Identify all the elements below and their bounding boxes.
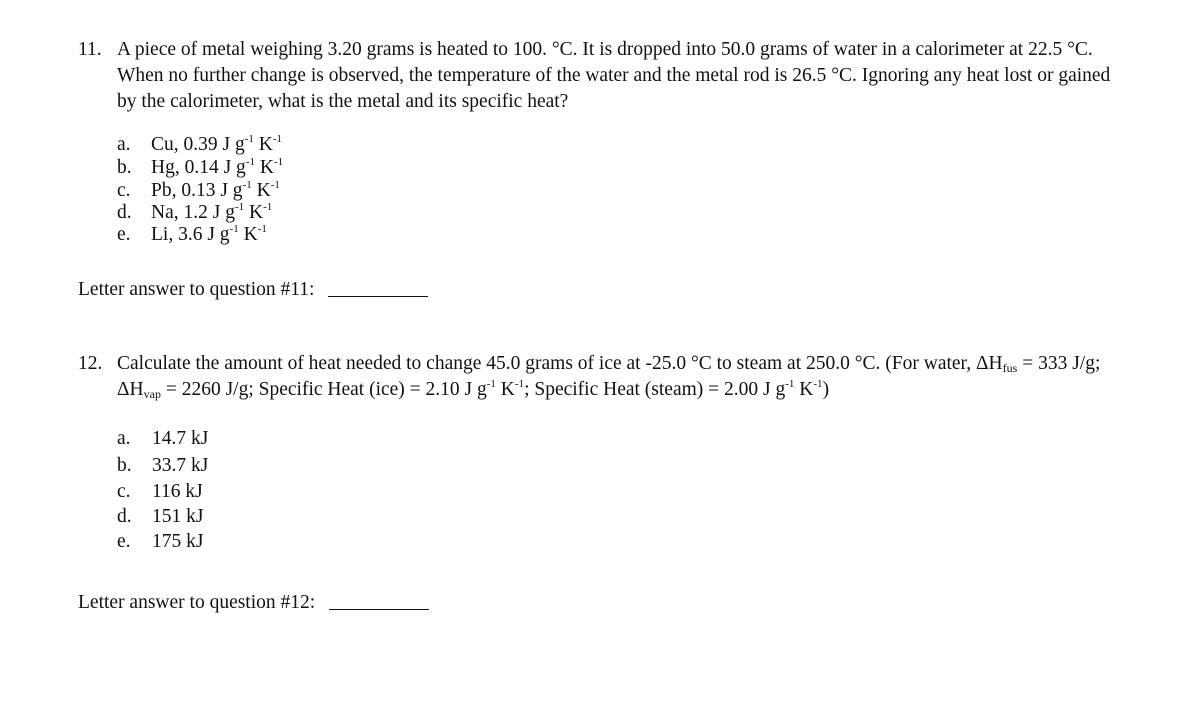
answer-option bbox=[117, 530, 203, 553]
option-text: 116 kJ bbox=[152, 481, 203, 502]
question-text-line: $\Delta H_{vap} = 2260$ J/g; Specific Heat (ice) = 2.10 J $g^{-1}$ $K^{-1}$; Specific Heat (steam) = 2.00 J $g^{-1}$ $K^{-1}$) bbox=[117, 378, 830, 401]
question-number: 11. bbox=[78, 39, 102, 60]
answer-option: d. Na, 1.2 J $g^{-1}$ $K^{-1}$ bbox=[117, 201, 273, 223]
option-letter: a. bbox=[117, 428, 131, 449]
question-text-line: When no further change is observed, the temperature of the water and the metal rod is 26.5 °C. Ignoring any heat lost or gained bbox=[117, 65, 1111, 86]
answer-option bbox=[117, 427, 208, 450]
answer-option bbox=[117, 454, 208, 477]
answer-field-12 bbox=[78, 592, 429, 614]
option-letter: c. bbox=[117, 180, 131, 201]
option-text: Cu, 0.39 J g bbox=[151, 134, 245, 155]
answer-option: b. Hg, 0.14 J $g^{-1}$ $K^{-1}$ bbox=[117, 156, 284, 178]
answer-option bbox=[117, 480, 203, 503]
option-letter: d. bbox=[117, 202, 132, 223]
option-text: Pb, 0.13 J g bbox=[151, 180, 243, 201]
answer-label: Letter answer to question #12: bbox=[78, 592, 316, 613]
option-text: Li, 3.6 J g bbox=[151, 224, 230, 245]
question-text-line: by the calorimeter, what is the metal and its specific heat? bbox=[117, 91, 569, 112]
option-letter: e. bbox=[117, 531, 131, 552]
question-number: 12. bbox=[78, 353, 103, 374]
answer-blank[interactable] bbox=[328, 296, 428, 297]
answer-option: c. Pb, 0.13 J $g^{-1}$ $K^{-1}$ bbox=[117, 179, 280, 201]
option-text: Na, 1.2 J g bbox=[151, 202, 235, 223]
option-letter: c. bbox=[117, 481, 131, 502]
option-text: 14.7 kJ bbox=[152, 428, 209, 449]
answer-option: a. Cu, 0.39 J $g^{-1}$ $K^{-1}$ bbox=[117, 133, 283, 155]
option-letter: a. bbox=[117, 134, 131, 155]
answer-field-11 bbox=[78, 279, 428, 301]
option-letter: b. bbox=[117, 455, 132, 476]
option-text: 175 kJ bbox=[152, 531, 204, 552]
option-text: 151 kJ bbox=[152, 506, 204, 527]
option-letter: e. bbox=[117, 224, 131, 245]
question-text-line: Calculate the amount of heat needed to change 45.0 grams of ice at -25.0 °C to steam at 250.0 °C. (For water, $\Delta H_{fus} = 333$ J/g; bbox=[117, 353, 1101, 375]
option-letter: d. bbox=[117, 506, 132, 527]
option-text: Hg, 0.14 J g bbox=[151, 157, 246, 178]
option-letter: b. bbox=[117, 157, 132, 178]
answer-option bbox=[117, 505, 203, 528]
option-text: 33.7 kJ bbox=[152, 455, 209, 476]
answer-option: e. Li, 3.6 J $g^{-1}$ $K^{-1}$ bbox=[117, 223, 267, 245]
question-text-line: A piece of metal weighing 3.20 grams is heated to 100. °C. It is dropped into 50.0 grams of water in a calorimeter at 22.5 °C. bbox=[117, 39, 1093, 60]
answer-label: Letter answer to question #11: bbox=[78, 279, 315, 300]
answer-blank[interactable] bbox=[329, 609, 429, 610]
